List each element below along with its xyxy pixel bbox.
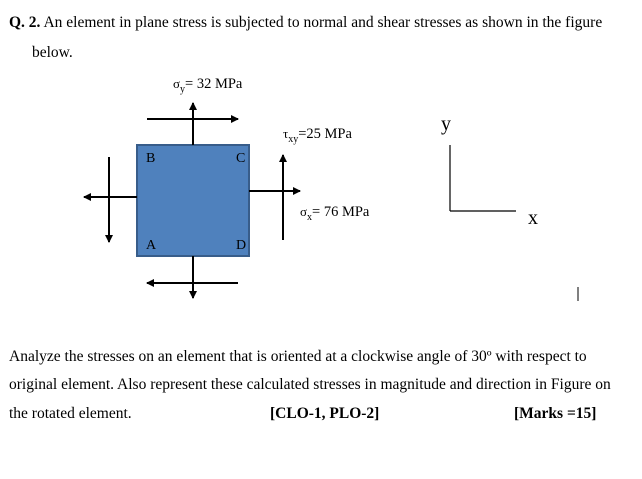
sigma-x-label [300,204,369,221]
analysis-line-2: original element. Also represent these calculated stresses in magnitude and direction in Figure on [9,376,611,393]
sigma-x-subscript: x [307,212,313,223]
corner-d-label: D [236,238,247,253]
sigma-y-label [173,76,242,93]
analysis-line-3: the rotated element. [9,405,132,422]
clo-plo-tag: [CLO-1, PLO-2] [270,405,380,422]
tau-xy-label [283,126,352,143]
tau-xy-subscript: xy [288,134,299,145]
sigma-y-value: = 32 MPa [185,76,243,92]
marks-tag: [Marks =15] [514,405,597,422]
sigma-x-value: = 76 MPa [312,204,370,220]
sigma-y-symbol: σ [173,76,181,91]
corner-c-label: C [236,151,246,166]
question-number: Q. 2. [9,14,41,31]
analysis-line-1: Analyze the stresses on an element that is oriented at a clockwise angle of 30º with respect to [9,348,587,365]
question-text-1: An element in plane stress is subjected to normal and shear stresses as shown in the figure [43,14,603,31]
sigma-y-subscript: y [180,84,186,95]
corner-a-label: A [146,238,157,253]
y-axis-label: y [441,113,451,135]
corner-b-label: B [146,151,156,166]
tau-xy-symbol: τ [283,126,289,141]
tau-xy-value: =25 MPa [298,126,352,142]
x-axis-label: x [528,207,538,229]
question-text-2: below. [32,44,73,61]
sigma-x-symbol: σ [300,204,308,219]
